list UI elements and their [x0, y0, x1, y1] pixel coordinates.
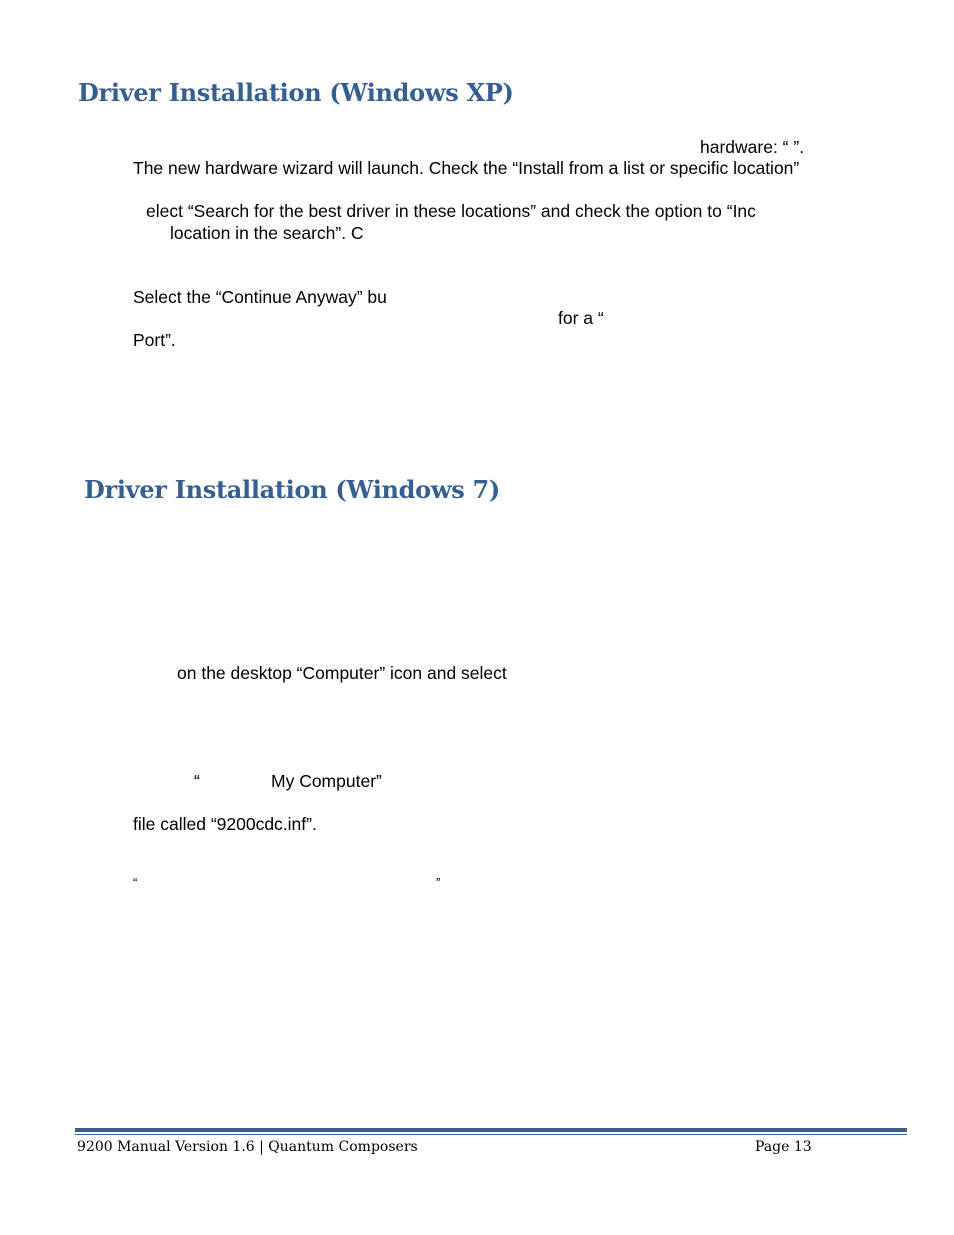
- footer-rule-thick: [75, 1128, 907, 1132]
- win7-line-my-computer: My Computer”: [271, 771, 382, 791]
- xp-line-port: Port”.: [133, 330, 176, 350]
- win7-line-open-quote: “: [194, 771, 200, 791]
- xp-line-search: elect “Search for the best driver in these locations” and check the option to “Inc: [146, 201, 756, 221]
- win7-line-inf-file: file called “9200cdc.inf”.: [133, 814, 317, 834]
- section-heading-windows-xp: Driver Installation (Windows XP): [78, 78, 514, 107]
- footer-rule-thin: [75, 1134, 907, 1135]
- xp-line-hardware: hardware: “ ”.: [700, 137, 805, 157]
- win7-line-computer-icon: on the desktop “Computer” icon and select: [177, 663, 507, 683]
- xp-line-wizard: The new hardware wizard will launch. Check the “Install from a list or specific location”: [133, 158, 800, 178]
- footer-manual-title: 9200 Manual Version 1.6 | Quantum Composers: [77, 1139, 418, 1155]
- win7-line-quote-left: “: [133, 875, 138, 890]
- xp-line-continue-anyway: Select the “Continue Anyway” bu: [133, 287, 387, 307]
- win7-line-quote-right: ”: [436, 875, 441, 890]
- footer-page-number: Page 13: [755, 1139, 812, 1155]
- xp-line-location: location in the search”. C: [170, 223, 364, 243]
- xp-line-for-a: for a “: [558, 308, 604, 328]
- section-heading-windows-7: Driver Installation (Windows 7): [84, 475, 500, 504]
